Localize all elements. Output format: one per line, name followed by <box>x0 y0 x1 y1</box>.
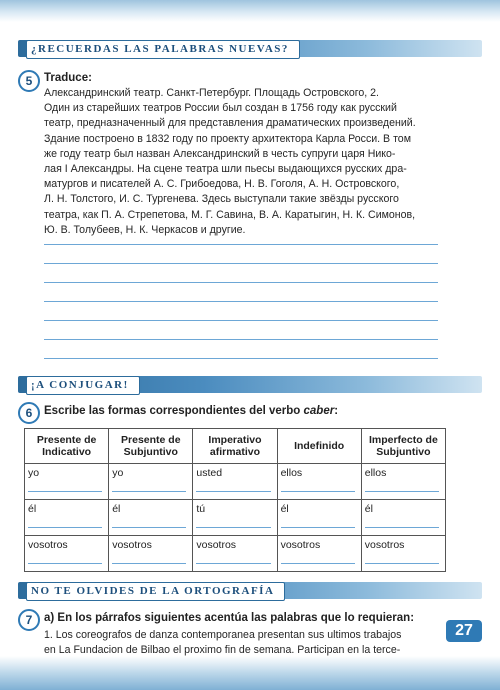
text-line: матургов и писателей А. С. Грибоедова, Н. В. Гоголя, А. Н. Островского, <box>44 178 400 191</box>
column-header: Presente de Subjuntivo <box>109 429 193 464</box>
section-banner-label: ¿RECUERDAS LAS PALABRAS NUEVAS? <box>26 40 300 59</box>
text-line: лая I Александры. На сцене театра шли пьесы выдающихся русских дра- <box>44 163 407 176</box>
section-banner-label: ¡A CONJUGAR! <box>26 376 140 395</box>
pronoun-label: yo <box>28 467 40 479</box>
table-cell[interactable] <box>109 536 193 572</box>
exercise-text <box>44 628 444 658</box>
table-cell[interactable] <box>277 536 361 572</box>
exercise-number: 5 <box>18 70 40 92</box>
table-row <box>25 536 446 572</box>
verb-caber: caber <box>303 405 335 417</box>
top-frost-border <box>0 0 500 22</box>
section-banner-label: NO TE OLVIDES DE LA ORTOGRAFÍA <box>26 582 285 601</box>
pronoun-label: tú <box>196 503 206 515</box>
column-header: Imperativo afirmativo <box>193 429 277 464</box>
section-banner-conjugate <box>18 376 482 393</box>
exercise-title-colon: : <box>334 405 339 417</box>
column-header: Imperfecto de Subjuntivo <box>361 429 445 464</box>
answer-line[interactable] <box>44 358 438 359</box>
column-header: Presente de Indicativo <box>25 429 109 464</box>
text-line: театра, как П. А. Стрепетова, М. Г. Савина, В. А. Каратыгин, Н. К. Симонов, <box>44 208 416 221</box>
pronoun-label: vosotros <box>112 539 152 551</box>
text-line: Здание построено в 1832 году по проекту архитектора Карла Росси. В том <box>44 132 411 145</box>
exercise-title: Traduce: <box>44 72 92 84</box>
section-banner-orthography <box>18 582 482 599</box>
pronoun-label: vosotros <box>280 539 321 551</box>
column-header: Indefinido <box>277 429 361 464</box>
table-cell[interactable] <box>25 536 109 572</box>
table-cell[interactable] <box>361 536 445 572</box>
table-cell[interactable] <box>277 464 361 500</box>
pronoun-label: él <box>364 503 373 515</box>
table-cell[interactable] <box>109 500 193 536</box>
answer-line[interactable] <box>44 320 438 321</box>
text-line: Александринский театр. Санкт-Петербург. Площадь Островского, 2. <box>44 87 380 99</box>
answer-line[interactable] <box>44 263 438 264</box>
table-cell[interactable] <box>25 464 109 500</box>
table-cell[interactable] <box>109 464 193 500</box>
exercise-title: a) En los párrafos siguientes acentúa las palabras que lo requieran: <box>44 612 415 624</box>
table-header-row <box>25 429 446 464</box>
text-line: Ю. В. Толубеев, Н. К. Черкасов и другие. <box>44 223 246 236</box>
bottom-frost-border <box>0 656 500 690</box>
table-row <box>25 464 446 500</box>
pronoun-label: él <box>28 503 37 515</box>
pronoun-label: vosotros <box>364 539 405 551</box>
answer-line[interactable] <box>44 339 438 340</box>
exercise-title <box>44 405 338 417</box>
pronoun-label: yo <box>112 467 124 479</box>
exercise-text <box>44 86 439 238</box>
pronoun-label: usted <box>196 467 223 479</box>
answer-line[interactable] <box>44 282 438 283</box>
table-row <box>25 500 446 536</box>
pronoun-label: vosotros <box>196 539 237 551</box>
table-cell[interactable] <box>361 464 445 500</box>
answer-line[interactable] <box>44 244 438 245</box>
exercise-title-text: Escribe las formas correspondientes del verbo <box>44 405 304 417</box>
conjugation-table <box>24 428 446 572</box>
pronoun-label: ellos <box>280 467 303 479</box>
section-banner-vocabulary <box>18 40 482 57</box>
text-line: Один из старейших театров России был создан в 1756 году как русский <box>44 102 397 115</box>
pronoun-label: él <box>280 503 289 515</box>
text-line: театр, предназначенный для представления драматических произведений. <box>44 117 416 130</box>
pronoun-label: vosotros <box>28 539 68 551</box>
text-line: 1. Los coreografos de danza contemporanea presentan sus ultimos trabajos <box>44 629 402 641</box>
pronoun-label: ellos <box>364 467 387 479</box>
table-cell[interactable] <box>193 500 277 536</box>
answer-line[interactable] <box>44 301 438 302</box>
text-line: же году театр был назван Александринский в честь супруги царя Нико- <box>44 147 396 160</box>
table-cell[interactable] <box>193 536 277 572</box>
exercise-number: 6 <box>18 402 40 424</box>
pronoun-label: él <box>112 503 121 515</box>
table-cell[interactable] <box>193 464 277 500</box>
table-cell[interactable] <box>25 500 109 536</box>
page-number: 27 <box>446 620 482 642</box>
table-cell[interactable] <box>361 500 445 536</box>
text-line: en La Fundacion de Bilbao el proximo fin de semana. Participan en la terce- <box>44 644 401 657</box>
table-cell[interactable] <box>277 500 361 536</box>
text-line: Л. Н. Толстого, И. С. Тургенева. Здесь выступали такие звёзды русского <box>44 193 399 206</box>
exercise-number: 7 <box>18 609 40 631</box>
